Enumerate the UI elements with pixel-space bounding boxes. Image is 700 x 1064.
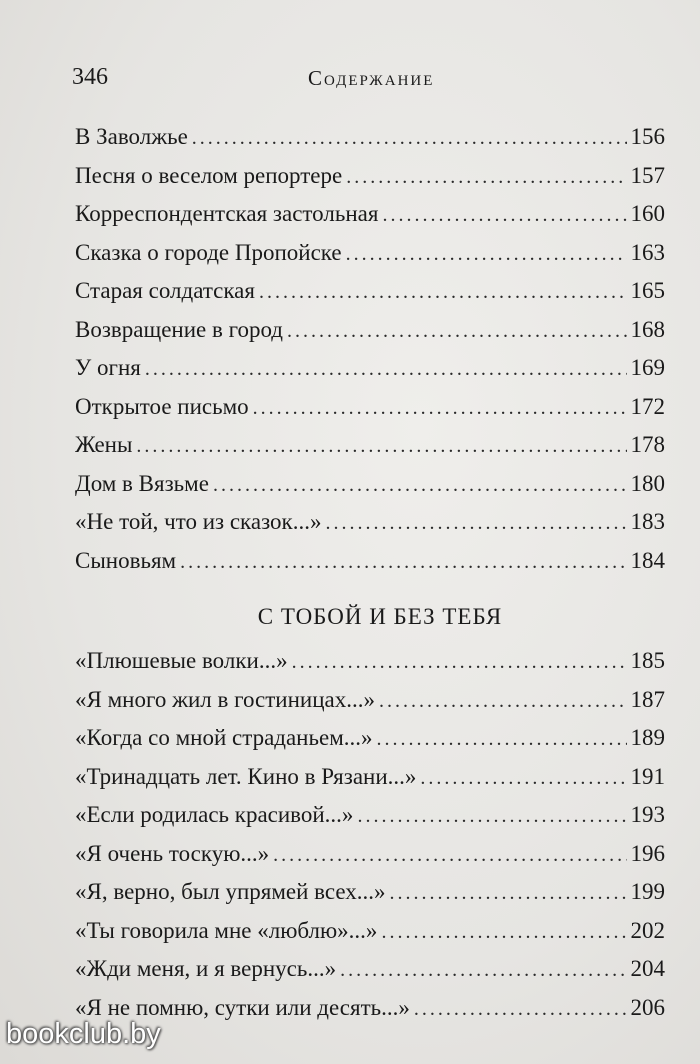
- dot-leader: [287, 320, 627, 343]
- toc-entry-page: 184: [630, 547, 665, 573]
- toc-entry: [75, 278, 665, 317]
- toc-entry-title: Открытое письмо: [75, 393, 249, 419]
- dot-leader: [420, 767, 626, 790]
- toc-entry-page: 191: [630, 763, 665, 789]
- dot-leader: [390, 882, 627, 905]
- toc-entry-title: «Когда со мной страданьем...»: [75, 725, 373, 750]
- toc-entry-title: Возвращение в город: [75, 316, 283, 342]
- toc-entry-title: В Заволжье: [75, 124, 188, 149]
- toc-entry-page: 160: [630, 201, 665, 226]
- toc-entry-title: «Ты говорила мне «люблю»...»: [75, 917, 378, 943]
- toc-entry-title: «Плюшевые волки...»: [75, 648, 288, 673]
- page-header: [72, 60, 672, 100]
- dot-leader: [357, 805, 626, 828]
- toc-list-part-1: [75, 124, 665, 586]
- toc-entry-title: «Если родилась красивой...»: [75, 802, 354, 827]
- dot-leader: [382, 204, 626, 227]
- running-title: Содержание: [308, 66, 435, 90]
- dot-leader: [346, 243, 627, 266]
- dot-leader: [213, 474, 627, 497]
- toc-entry-title: «Я очень тоскую...»: [75, 840, 270, 866]
- toc-entry-page: 165: [630, 278, 665, 303]
- toc-entry-title: «Я не помню, сутки или десять...»: [75, 994, 410, 1020]
- toc-entry: [75, 879, 665, 918]
- watermark: bookclub.by: [6, 1018, 161, 1050]
- toc-entry-page: 163: [630, 239, 665, 265]
- toc-entry-page: 183: [630, 509, 665, 534]
- toc-entry-title: Старая солдатская: [75, 278, 255, 303]
- toc-list-part-2: [75, 648, 665, 1033]
- toc-entry-title: Сыновьям: [75, 547, 177, 573]
- toc-entry: [75, 725, 665, 764]
- toc-entry: [75, 124, 665, 163]
- toc-entry-page: 169: [630, 355, 665, 380]
- toc-entry-page: 199: [630, 879, 665, 904]
- dot-leader: [273, 844, 626, 867]
- toc-entry: [75, 240, 665, 279]
- toc-entry-page: 156: [630, 124, 665, 149]
- toc-entry: [75, 687, 665, 726]
- toc-entry-page: 185: [630, 648, 665, 673]
- dot-leader: [253, 397, 627, 420]
- toc-entry: [75, 764, 665, 803]
- toc-entry: [75, 841, 665, 880]
- toc-entry: [75, 548, 665, 587]
- toc-entry-page: 157: [630, 162, 665, 188]
- dot-leader: [377, 728, 627, 751]
- toc-entry-page: 204: [630, 956, 665, 981]
- toc-entry: [75, 995, 665, 1034]
- toc-entry: [75, 648, 665, 687]
- toc-entry-page: 193: [630, 802, 665, 827]
- toc-entry: [75, 509, 665, 548]
- toc-entry: [75, 432, 665, 471]
- toc-entry-title: «Я, верно, был упрямей всех...»: [75, 879, 386, 904]
- toc-entry-page: 178: [630, 432, 665, 457]
- toc-entry-title: У огня: [75, 355, 141, 380]
- section-heading: С ТОБОЙ И БЕЗ ТЕБЯ: [257, 604, 503, 629]
- toc-entry-title: Корреспондентская застольная: [75, 201, 379, 226]
- page-number: 346: [72, 64, 108, 90]
- toc-entry-title: Жены: [75, 432, 133, 457]
- toc-entry-page: 202: [630, 917, 665, 943]
- toc-entry: [75, 163, 665, 202]
- toc-entry: [75, 471, 665, 510]
- toc-entry-title: «Я много жил в гостиницах...»: [75, 686, 375, 712]
- dot-leader: [292, 651, 627, 674]
- toc-entry-title: «Тринадцать лет. Кино в Рязани...»: [75, 763, 417, 789]
- toc-entry-title: «Не той, что из сказок...»: [75, 509, 322, 534]
- dot-leader: [379, 690, 627, 713]
- dot-leader: [346, 166, 626, 189]
- toc-entry-page: 189: [630, 725, 665, 750]
- toc-entry-page: 187: [630, 686, 665, 712]
- toc-entry: [75, 918, 665, 957]
- toc-entry-title: Дом в Вязьме: [75, 470, 209, 496]
- toc-entry-page: 206: [630, 994, 665, 1020]
- dot-leader: [340, 959, 626, 982]
- toc-entry-title: Песня о веселом репортере: [75, 162, 343, 188]
- toc-entry: [75, 201, 665, 240]
- toc-entry: [75, 802, 665, 841]
- toc-entry: [75, 317, 665, 356]
- dot-leader: [136, 435, 626, 458]
- dot-leader: [145, 358, 627, 381]
- toc-entry: [75, 956, 665, 995]
- dot-leader: [325, 512, 626, 535]
- toc-entry-title: Сказка о городе Пропойске: [75, 239, 342, 265]
- toc-entry-page: 196: [630, 840, 665, 866]
- toc-entry-page: 168: [630, 316, 665, 342]
- dot-leader: [381, 921, 626, 944]
- dot-leader: [414, 998, 627, 1021]
- dot-leader: [259, 281, 627, 304]
- toc-entry-page: 180: [630, 470, 665, 496]
- toc-entry-page: 172: [630, 393, 665, 419]
- dot-leader: [180, 551, 626, 574]
- toc-entry-title: «Жди меня, и я вернусь...»: [75, 956, 337, 981]
- toc-entry: [75, 394, 665, 433]
- toc-entry: [75, 355, 665, 394]
- dot-leader: [192, 127, 627, 150]
